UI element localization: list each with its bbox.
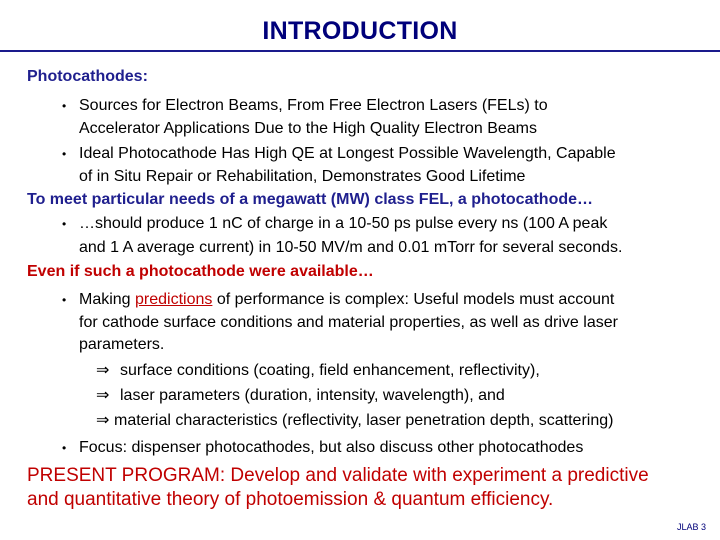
slide-title: INTRODUCTION bbox=[262, 17, 458, 45]
implies-arrow-icon: ⇒ bbox=[96, 412, 110, 429]
bullet-4-line-3: parameters. bbox=[79, 336, 165, 353]
bullet-icon: • bbox=[62, 99, 67, 113]
bullet-1-line-2: Accelerator Applications Due to the High Quality Electron Beams bbox=[79, 120, 538, 137]
bullet-icon: • bbox=[62, 441, 67, 455]
slide-footer: JLAB 3 bbox=[676, 522, 706, 532]
bullet-2-line-2: of in Situ Repair or Rehabilitation, Demonstrates Good Lifetime bbox=[79, 168, 526, 185]
predictions-link[interactable]: predictions bbox=[135, 291, 213, 308]
bullet-4-line-2: for cathode surface conditions and material properties, as well as drive laser bbox=[79, 314, 618, 331]
title-divider bbox=[0, 50, 720, 52]
bullet-icon: • bbox=[62, 217, 67, 231]
sub-item-3: material characteristics (reflectivity, laser penetration depth, scattering) bbox=[114, 412, 614, 429]
bullet-4-line-1 bbox=[79, 290, 614, 310]
bullet-4-suffix: of performance is complex: Useful models must account bbox=[212, 291, 615, 308]
bullet-3-line-1: …should produce 1 nC of charge in a 10-50 ps pulse every ns (100 A peak bbox=[79, 215, 608, 232]
sub-item-1: surface conditions (coating, field enhancement, reflectivity), bbox=[120, 362, 540, 379]
implies-arrow-icon: ⇒ bbox=[96, 362, 110, 379]
bullet-5: Focus: dispenser photocathodes, but also discuss other photocathodes bbox=[79, 439, 584, 456]
present-program-line-2: and quantitative theory of photoemission & quantum efficiency. bbox=[27, 489, 554, 510]
meet-needs-heading: To meet particular needs of a megawatt (MW) class FEL, a photocathode… bbox=[27, 191, 594, 208]
even-if-heading: Even if such a photocathode were available… bbox=[27, 263, 374, 280]
bullet-icon: • bbox=[62, 147, 67, 161]
bullet-4-prefix: Making bbox=[79, 291, 136, 308]
bullet-icon: • bbox=[62, 293, 67, 307]
bullet-2-line-1: Ideal Photocathode Has High QE at Longest Possible Wavelength, Capable bbox=[79, 145, 616, 162]
bullet-1-line-1: Sources for Electron Beams, From Free Electron Lasers (FELs) to bbox=[79, 97, 548, 114]
bullet-3-line-2: and 1 A average current) in 10-50 MV/m and 0.01 mTorr for several seconds. bbox=[79, 239, 623, 256]
implies-arrow-icon: ⇒ bbox=[96, 387, 110, 404]
sub-item-2: laser parameters (duration, intensity, wavelength), and bbox=[120, 387, 505, 404]
photocathodes-heading: Photocathodes: bbox=[27, 68, 148, 85]
present-program-line-1: PRESENT PROGRAM: Develop and validate with experiment a predictive bbox=[27, 465, 649, 486]
